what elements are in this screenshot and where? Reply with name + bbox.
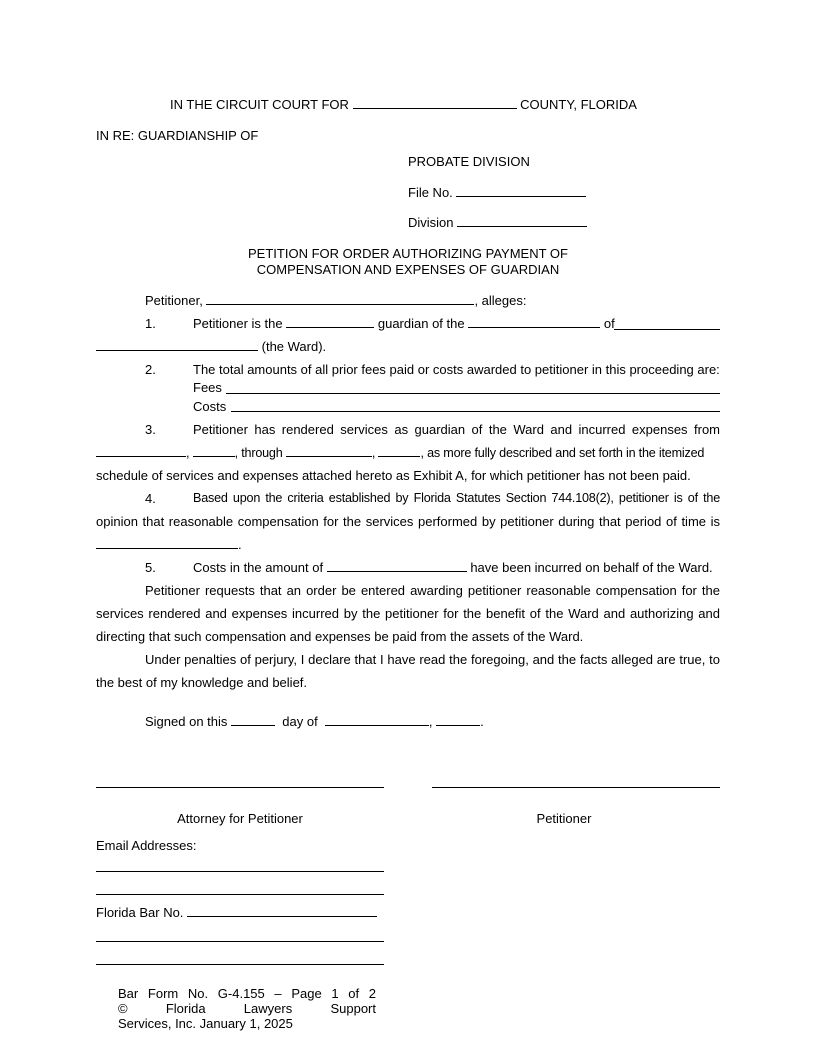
p5-text-a: Costs in the amount of: [193, 560, 324, 575]
p1-text-b: guardian of the: [377, 316, 465, 331]
file-no-blank[interactable]: [456, 185, 586, 197]
request-line2: services rendered and expenses incurred by the petitioner for the benefit of the Ward and authorizing and: [96, 606, 720, 621]
p1-line2: [96, 339, 326, 354]
through-date-blank[interactable]: [286, 445, 372, 457]
signed-line: [145, 714, 484, 729]
document-title-line2: COMPENSATION AND EXPENSES OF GUARDIAN: [256, 262, 560, 277]
guardian-of-blank[interactable]: [468, 316, 600, 328]
p5-text-b: have been incurred on behalf of the Ward.: [470, 560, 713, 575]
p2-number: 2.: [145, 362, 156, 377]
fees-label: Fees: [193, 380, 222, 395]
division-blank[interactable]: [457, 215, 587, 227]
p1-number: 1.: [145, 316, 156, 331]
p1-of-blank[interactable]: [614, 329, 720, 330]
probate-division-label: PROBATE DIVISION: [408, 154, 530, 169]
file-no-label: File No.: [408, 185, 453, 200]
through-year-blank[interactable]: [378, 445, 420, 457]
costs-label: Costs: [193, 399, 227, 414]
attorney-label: Attorney for Petitioner: [177, 811, 303, 826]
in-re-label: IN RE: GUARDIANSHIP OF: [96, 128, 259, 143]
p5-number: 5.: [145, 560, 156, 575]
p3-comma: ,: [186, 446, 190, 460]
p3-line1: Petitioner has rendered services as guardian of the Ward and incurred expenses from: [193, 422, 720, 437]
costs-blank[interactable]: [231, 411, 720, 412]
petitioner-intro: [145, 293, 527, 308]
petitioner-signature-label: Petitioner: [536, 811, 592, 826]
extra-line-1[interactable]: [96, 941, 384, 942]
bar-no-label: Florida Bar No.: [96, 905, 184, 920]
court-heading: [170, 97, 637, 112]
ward-name-blank[interactable]: [96, 339, 258, 351]
p1-text-a: Petitioner is the: [193, 316, 283, 331]
fees-blank[interactable]: [226, 393, 720, 394]
compensation-amount-blank[interactable]: [96, 537, 238, 549]
p1-text-d: (the Ward).: [261, 339, 327, 354]
court-prefix: IN THE CIRCUIT COURT FOR: [170, 97, 349, 112]
p3-through: , through: [234, 446, 283, 460]
request-line1: Petitioner requests that an order be entered awarding petitioner reasonable compensation for the: [145, 583, 720, 598]
email-label: Email Addresses:: [96, 838, 197, 853]
county-blank[interactable]: [353, 97, 517, 109]
p3-number: 3.: [145, 422, 156, 437]
signed-period: .: [480, 714, 484, 729]
signed-text-b: day of: [282, 714, 318, 729]
p4-line3: [96, 537, 242, 552]
extra-line-2[interactable]: [96, 964, 384, 965]
petitioner-name-blank[interactable]: [206, 293, 474, 305]
perjury-line2: the best of my knowledge and belief.: [96, 675, 308, 690]
court-suffix: COUNTY, FLORIDA: [520, 97, 637, 112]
signed-year-blank[interactable]: [436, 714, 480, 726]
bar-no-line: [96, 905, 377, 920]
email-line-1[interactable]: [96, 871, 384, 872]
p1-line: [193, 316, 615, 331]
p1-text-c: of: [603, 316, 615, 331]
p4-number: 4.: [145, 491, 156, 506]
p5-line: [193, 560, 713, 575]
p4-line2: opinion that reasonable compensation for the services performed by petitioner during that period of time is: [96, 514, 720, 529]
email-line-2[interactable]: [96, 894, 384, 895]
p4-period: .: [238, 537, 242, 552]
bar-no-blank[interactable]: [187, 905, 377, 917]
alleges-label: , alleges:: [474, 293, 527, 308]
attorney-signature-line[interactable]: [96, 787, 384, 788]
footer-line1: Bar Form No. G-4.155 – Page 1 of 2: [118, 986, 376, 1001]
p3-line2: [96, 445, 704, 461]
file-no-line: [408, 185, 586, 200]
document-title-line1: PETITION FOR ORDER AUTHORIZING PAYMENT OF: [248, 246, 568, 261]
footer-line3: Services, Inc. January 1, 2025: [118, 1016, 293, 1031]
signed-comma: ,: [428, 714, 433, 729]
division-line: [408, 215, 587, 230]
p3-comma2: ,: [371, 446, 376, 460]
p3-line3: schedule of services and expenses attached hereto as Exhibit A, for which petitioner has not been paid.: [96, 468, 691, 483]
p4-line1: Based upon the criteria established by Florida Statutes Section 744.108(2), petitioner is of the: [193, 491, 720, 505]
from-date-blank[interactable]: [96, 445, 186, 457]
signed-month-blank[interactable]: [325, 714, 429, 726]
petitioner-label: Petitioner,: [145, 293, 203, 308]
p3-rest: , as more fully described and set forth in the itemized: [420, 446, 705, 460]
footer-line2: © Florida Lawyers Support: [118, 1001, 376, 1016]
signed-text-a: Signed on this: [145, 714, 228, 729]
signed-day-blank[interactable]: [231, 714, 275, 726]
request-line3: directing that such compensation and expenses be paid from the assets of the Ward.: [96, 629, 584, 644]
guardian-type-blank[interactable]: [286, 316, 374, 328]
perjury-line1: Under penalties of perjury, I declare that I have read the foregoing, and the facts alleged are true, to: [145, 652, 720, 667]
p2-text: The total amounts of all prior fees paid or costs awarded to petitioner in this proceeding are:: [193, 362, 720, 377]
costs-amount-blank[interactable]: [327, 560, 467, 572]
division-label: Division: [408, 215, 454, 230]
from-year-blank[interactable]: [193, 445, 235, 457]
petitioner-signature-line[interactable]: [432, 787, 720, 788]
